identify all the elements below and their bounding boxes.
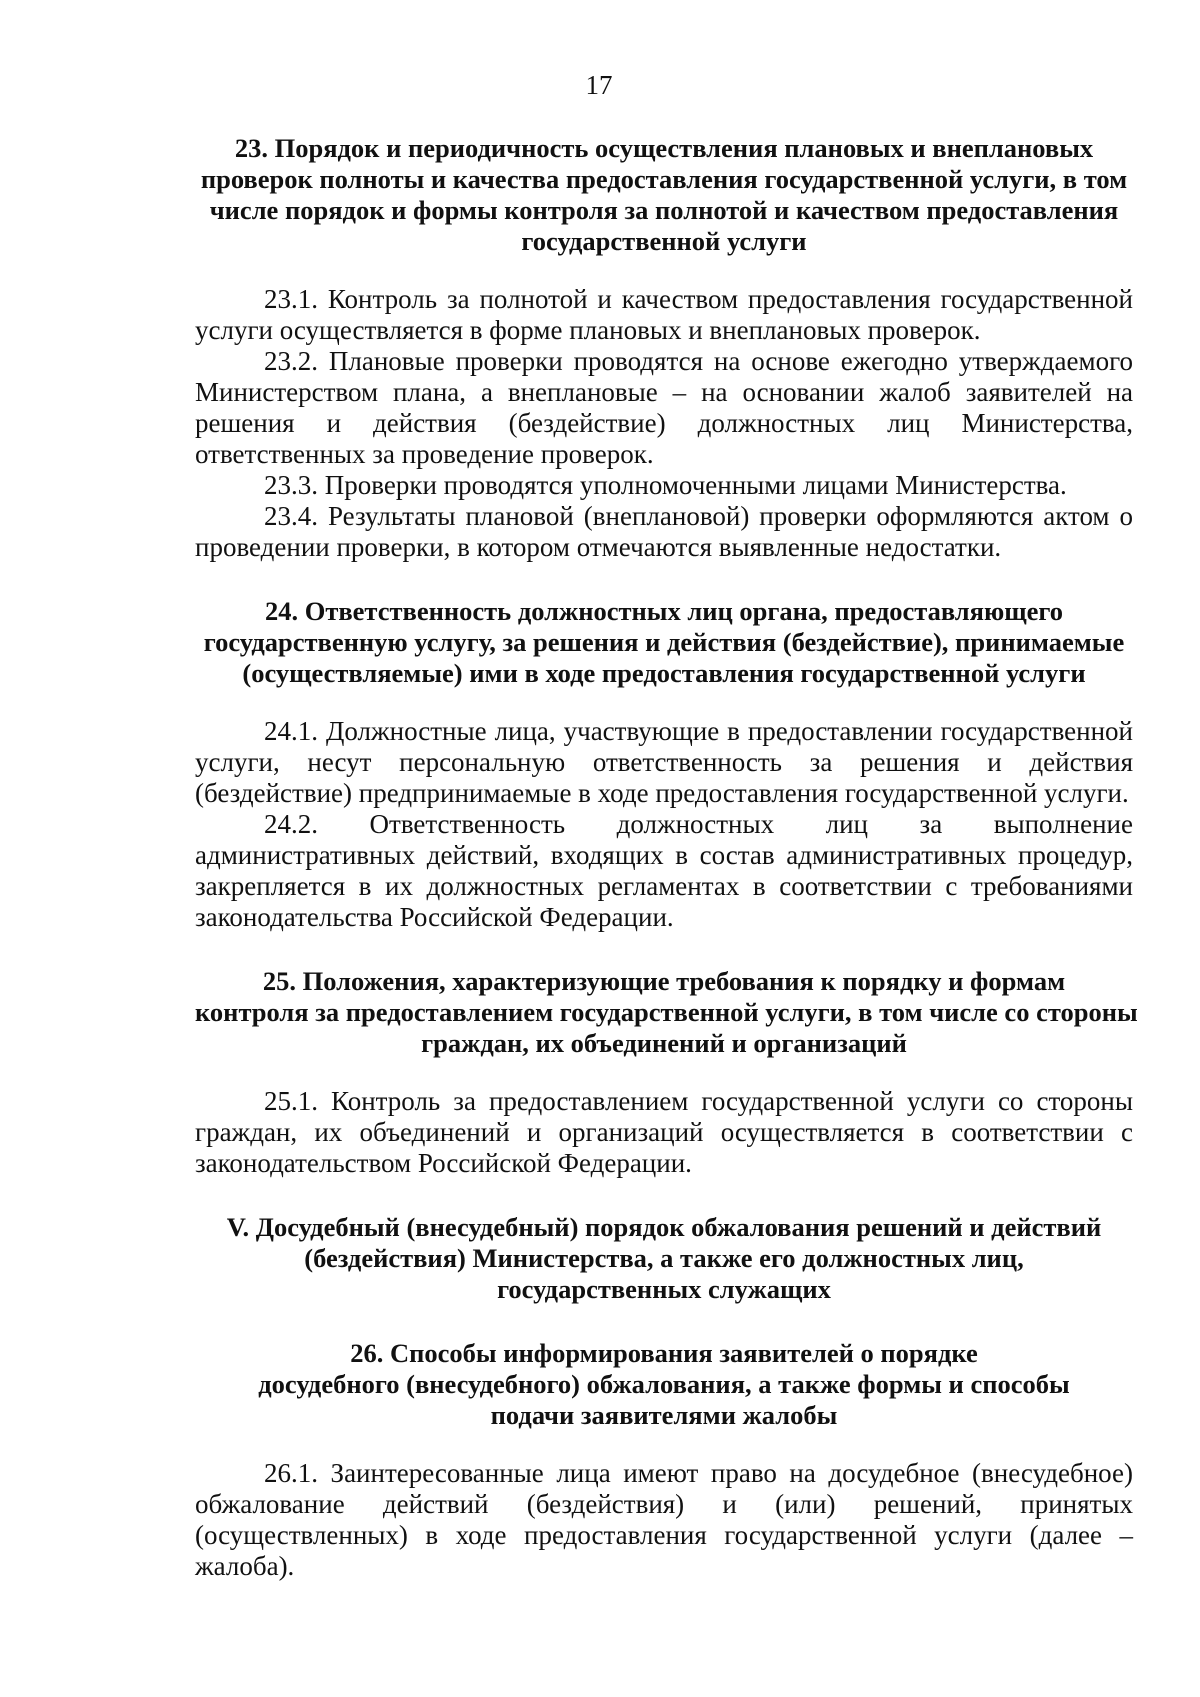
section-26-heading xyxy=(195,1338,1133,1431)
heading-line: контроля за предоставлением государственной услуги, в том числе со стороны xyxy=(195,997,1138,1027)
heading-line: 23. Порядок и периодичность осуществления плановых и внеплановых xyxy=(234,133,1094,163)
section-24-heading xyxy=(195,596,1133,689)
heading-line: государственной услуги xyxy=(521,226,807,256)
heading-line: (осуществляемые) ими в ходе предоставления государственной услуги xyxy=(242,658,1086,688)
heading-line: 25. Положения, характеризующие требования к порядку и формам xyxy=(262,966,1066,996)
section-25-heading xyxy=(195,966,1138,1059)
heading-line: государственную услугу, за решения и действия (бездействие), принимаемые xyxy=(203,627,1125,657)
heading-line: досудебного (внесудебного) обжалования, а также формы и способы xyxy=(258,1369,1070,1399)
paragraph-24-2: 24.2. Ответственность должностных лиц за выполнение административных действий, входящих в состав административных процедур, закрепляется в их должностных регламентах в соответствии с требованиями законодательства Российской Федерации. xyxy=(195,809,1133,932)
paragraph-24-1: 24.1. Должностные лица, участвующие в предоставлении государственной услуги, несут персональную ответственность за решения и действия (бездействие) предпринимаемые в ходе предоставления государственной услуги. xyxy=(195,716,1133,808)
chapter-v-heading xyxy=(195,1212,1133,1305)
paragraph-26-1: 26.1. Заинтересованные лица имеют право на досудебное (внесудебное) обжалование действий (бездействия) и (или) решений, принятых (осуществленных) в ходе предоставления государственной услуги (далее – жалоба). xyxy=(195,1458,1133,1581)
paragraph-23-1: 23.1. Контроль за полнотой и качеством предоставления государственной услуги осуществляется в форме плановых и внеплановых проверок. xyxy=(195,284,1133,345)
heading-line: 26. Способы информирования заявителей о порядке xyxy=(350,1338,978,1368)
heading-line: граждан, их объединений и организаций xyxy=(421,1028,907,1058)
paragraph-23-2: 23.2. Плановые проверки проводятся на основе ежегодно утверждаемого Министерством плана, а внеплановые – на основании жалоб заявителей на решения и действия (бездействие) должностных лиц Министерства, ответственных за проведение проверок. xyxy=(195,346,1133,469)
page-number: 17 xyxy=(585,70,613,100)
paragraph-23-3: 23.3. Проверки проводятся уполномоченными лицами Министерства. xyxy=(264,470,1067,500)
section-23-heading xyxy=(195,133,1133,257)
heading-line: проверок полноты и качества предоставления государственной услуги, в том xyxy=(200,164,1128,194)
paragraph-23-4: 23.4. Результаты плановой (внеплановой) проверки оформляются актом о проведении проверки, в котором отмечаются выявленные недостатки. xyxy=(195,501,1133,562)
heading-line: государственных служащих xyxy=(497,1274,831,1304)
document-body xyxy=(195,133,1138,1582)
heading-line: 24. Ответственность должностных лиц органа, предоставляющего xyxy=(264,596,1064,626)
heading-line: подачи заявителями жалобы xyxy=(490,1400,838,1430)
heading-line: (бездействия) Министерства, а также его должностных лиц, xyxy=(304,1243,1024,1273)
heading-line: V. Досудебный (внесудебный) порядок обжалования решений и действий xyxy=(226,1212,1102,1242)
heading-line: числе порядок и формы контроля за полнотой и качеством предоставления xyxy=(209,195,1119,225)
paragraph-25-1: 25.1. Контроль за предоставлением государственной услуги со стороны граждан, их объединений и организаций осуществляется в соответствии с законодательством Российской Федерации. xyxy=(195,1086,1133,1178)
